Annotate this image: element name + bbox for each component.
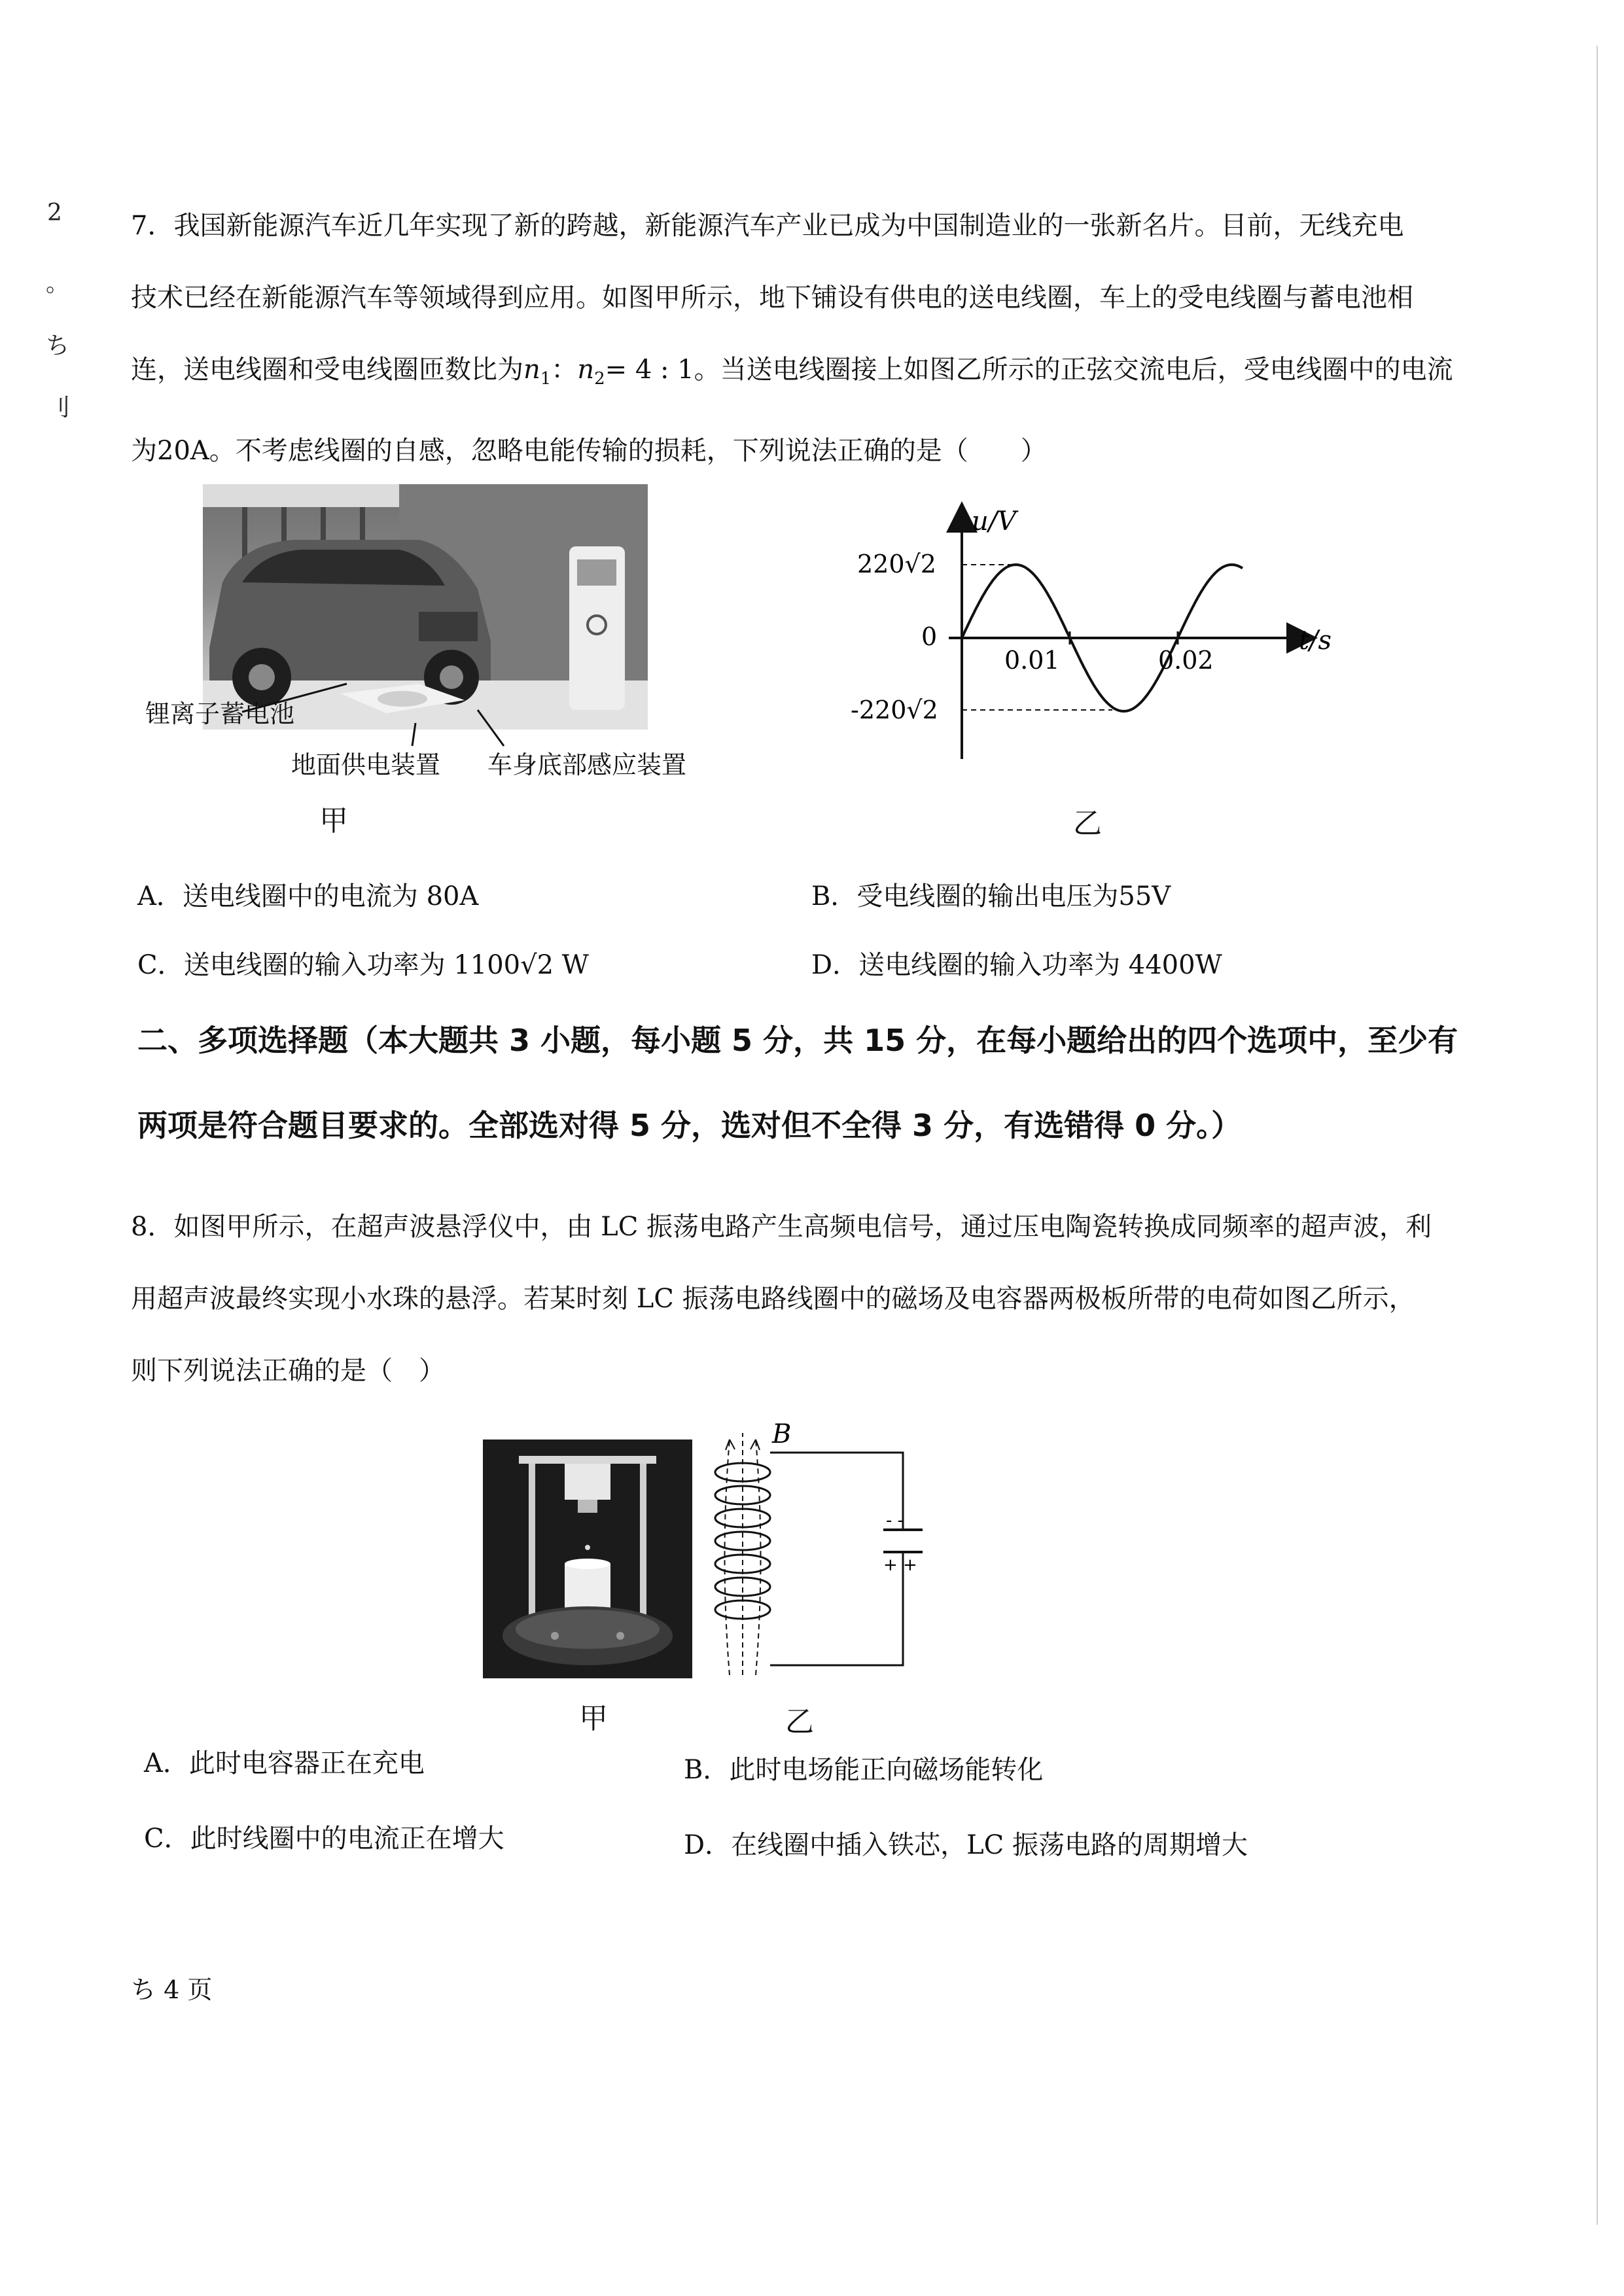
fig8-yi-caption: 乙 — [785, 1705, 814, 1739]
q7-line4: 为20A。不考虑线圈的自感，忽略电能传输的损耗，下列说法正确的是（ ） — [131, 436, 1047, 466]
section2-line2: 两项是符合题目要求的。全部选对得 5 分，选对但不全得 3 分，有选错得 0 分。） — [137, 1108, 1242, 1143]
lc-circuit-diagram — [707, 1413, 955, 1688]
edge-mark-2: 。 — [46, 270, 70, 297]
label-ground-device: 地面供电装置 — [291, 751, 441, 779]
y-max-label: 220√2 — [857, 550, 936, 578]
capacitor-bottom-charge: + + — [883, 1555, 917, 1575]
fig8-jia-caption: 甲 — [579, 1702, 608, 1735]
edge-mark-4: 刂 — [47, 395, 71, 421]
q8-line2: 用超声波最终实现小水珠的悬浮。若某时刻 LC 振荡电路线圈中的磁场及电容器两极板所带的电荷如图乙所示， — [131, 1284, 1415, 1314]
y-axis-label: u/V — [972, 506, 1017, 537]
fig7-jia-caption: 甲 — [319, 804, 348, 838]
edge-mark-1: 2 — [47, 200, 62, 226]
tick-001-label: 0.01 — [1004, 646, 1060, 675]
page-number: ち 4 页 — [131, 1975, 213, 2004]
q7-line3: 连，送电线圈和受电线圈匝数比为$n_1$：$n_2= 4$ : 1。当送电线圈接上如图乙所示的正弦交流电后，受电线圈中的电流 — [131, 355, 1453, 389]
y-min-label: -220√2 — [851, 696, 938, 724]
origin-label: 0 — [921, 622, 938, 651]
q8-option-a[interactable]: A．此时电容器正在充电 — [144, 1748, 425, 1778]
tick-002-label: 0.02 — [1158, 646, 1214, 675]
fig7-yi-caption: 乙 — [1073, 807, 1102, 840]
q7-option-c[interactable]: C．送电线圈的输入功率为 1100√2 W — [137, 950, 589, 980]
q8-line1: 8．如图甲所示，在超声波悬浮仪中，由 LC 振荡电路产生高频电信号，通过压电陶瓷转换成同频率的超声波，利 — [131, 1212, 1432, 1242]
q7-option-b[interactable]: B．受电线圈的输出电压为55V — [811, 881, 1171, 911]
edge-mark-3: ち — [46, 332, 70, 359]
field-b-label: B — [772, 1419, 792, 1449]
label-car-device: 车身底部感应装置 — [487, 751, 687, 779]
q8-option-c[interactable]: C．此时线圈中的电流正在增大 — [144, 1824, 504, 1854]
sine-wave-graph — [851, 497, 1374, 772]
page-edge-line — [1597, 46, 1598, 2225]
q7-option-a[interactable]: A．送电线圈中的电流为 80A — [137, 881, 479, 911]
q7-line2: 技术已经在新能源汽车等领域得到应用。如图甲所示，地下铺设有供电的送电线圈，车上的受电线圈与蓄电池相 — [131, 283, 1413, 313]
q7-option-d[interactable]: D．送电线圈的输入功率为 4400W — [811, 950, 1222, 980]
x-axis-label: t/s — [1299, 626, 1332, 656]
label-battery: 锂离子蓄电池 — [145, 699, 295, 728]
q8-line3: 则下列说法正确的是（ ） — [131, 1356, 445, 1386]
capacitor-top-charge: - - — [886, 1511, 904, 1530]
q8-option-b[interactable]: B．此时电场能正向磁场能转化 — [684, 1755, 1044, 1785]
q8-option-d[interactable]: D．在线圈中插入铁芯，LC 振荡电路的周期增大 — [684, 1830, 1248, 1860]
ultrasonic-levitator-photo — [483, 1439, 692, 1678]
section2-line1: 二、多项选择题（本大题共 3 小题，每小题 5 分，共 15 分，在每小题给出的四个选项中，至少有 — [137, 1023, 1458, 1058]
q7-line1: 7．我国新能源汽车近几年实现了新的跨越，新能源汽车产业已成为中国制造业的一张新名片。目前，无线充电 — [131, 211, 1404, 241]
q8-stem — [131, 1191, 1570, 1407]
q7-stem — [131, 190, 1544, 487]
